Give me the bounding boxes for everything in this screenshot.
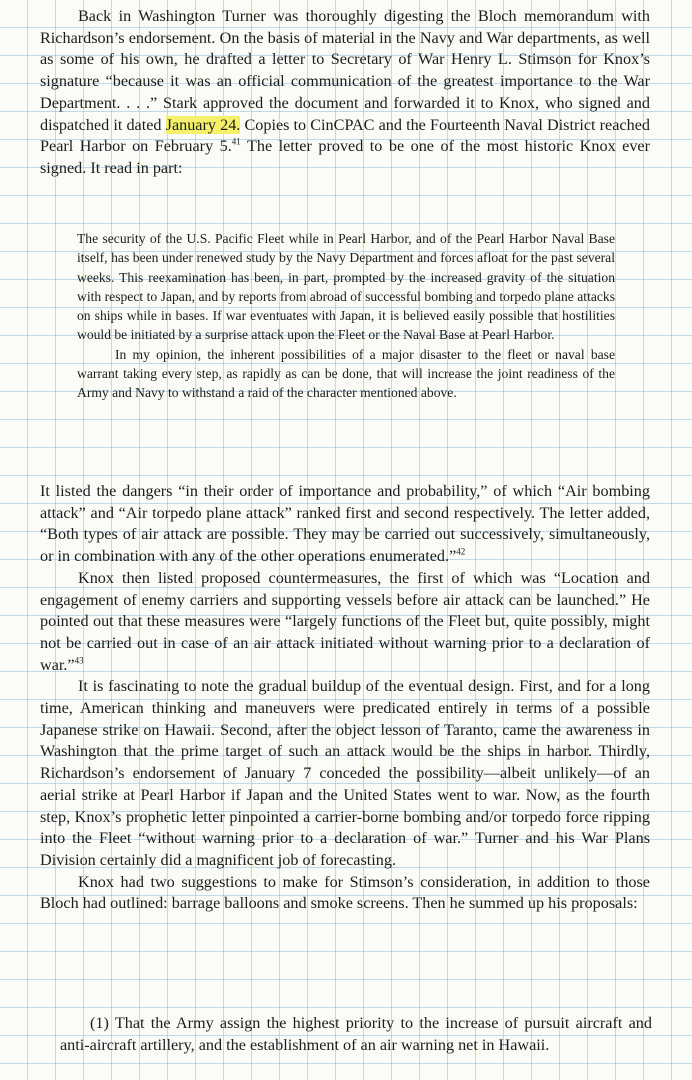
paragraph-text: Knox then listed proposed countermeasures, the first of which was “Location and engagement of enemy carriers and supporting vessels before air attack can be launched.” He pointed out that these measures were “largely functions of the Fleet but, quite possibly, might not be carried out in case of an air attack initiated without warning prior to a declaration of war.” [40,568,650,674]
intro-section [40,6,650,180]
footnote-marker: 42 [456,546,466,557]
body-section [40,481,650,915]
paragraph-suggestions: Knox had two suggestions to make for Stimson’s consideration, in addition to those Bloch had outlined: barrage balloons and smoke screens. Then he summed up his proposals: [40,872,650,913]
paragraph-dangers [40,481,650,568]
paragraph-text: The letter proved to be one of the most historic Knox ever signed. It read in part: [40,137,650,177]
quote-paragraph: The security of the U.S. Pacific Fleet while in Pearl Harbor, and of the Pearl Harbor Naval Base itself, has been under renewed study by the Navy Department and forces afloat for the past several weeks. This reexamination has been, in part, prompted by the increased gravity of the situation with respect to Japan, and by reports from abroad of successful bombing and torpedo plane attacks on ships while in bases. If war eventuates with Japan, it is believed easily possible that hostilities would be initiated by a surprise attack upon the Fleet or the Naval Base at Pearl Harbor. [77,231,615,343]
footnote-marker: 41 [231,136,241,147]
highlighted-date: January 24. [165,115,241,134]
paragraph-buildup: It is fascinating to note the gradual buildup of the eventual design. First, and for a long time, American thinking and maneuvers were predicated entirely in terms of a possible Japanese strike on Hawaii. Second, after the object lesson of Taranto, came the awareness in Washington that the prime target of such an attack would be the ships in harbor. Thirdly, Richardson’s endorsement of January 7 conceded the possibility—albeit unlikely—of an aerial strike at Pearl Harbor if Japan and the United States went to war. Now, as the fourth step, Knox’s prophetic letter pinpointed a carrier-borne bombing and/or torpedo force ripping into the Fleet “without warning prior to a declaration of war.” Turner and his War Plans Division certainly did a magnificent job of forecasting. [40,677,650,869]
paragraph-text: Copies to CinCPAC and the Fourteenth Naval District reached Pearl Harbor on February 5. [40,115,650,156]
block-quote [77,229,615,403]
paragraph-countermeasures [40,568,650,677]
quote-paragraph: In my opinion, the inherent possibilities of a major disaster to the fleet or naval base warrant taking every step, as rapidly as can be done, that will increase the joint readiness of the Army and Navy to withstand a raid of the character mentioned above. [77,346,615,401]
paragraph-turner-draft [40,6,650,180]
footnote-marker: 43 [74,655,84,666]
paragraph-text: It listed the dangers “in their order of importance and probability,” of which “Air bombing attack” and “Air torpedo plane attack” ranked first and second respectively. The letter added, “Both types of air attack are possible. They may be carried out successively, simultaneously, or in combination with any of the other operations enumerated.” [40,482,650,566]
paragraph-text: Back in Washington Turner was thoroughly digesting the Bloch memorandum with Richardson’s endorsement. On the basis of material in the Navy and War departments, as well as some of his own, he drafted a letter to Secretary of War Henry L. Stimson for Knox’s signature “because it was an official communication of the greatest importance to the War Department. . . .” Stark approved the document and forwarded it to Knox, who signed and dispatched it dated [40,7,650,134]
proposal-item: (1) That the Army assign the highest priority to the increase of pursuit aircraft and anti-aircraft artillery, and the establishment of an air warning net in Hawaii. [60,1014,652,1054]
numbered-proposal [60,1013,652,1056]
